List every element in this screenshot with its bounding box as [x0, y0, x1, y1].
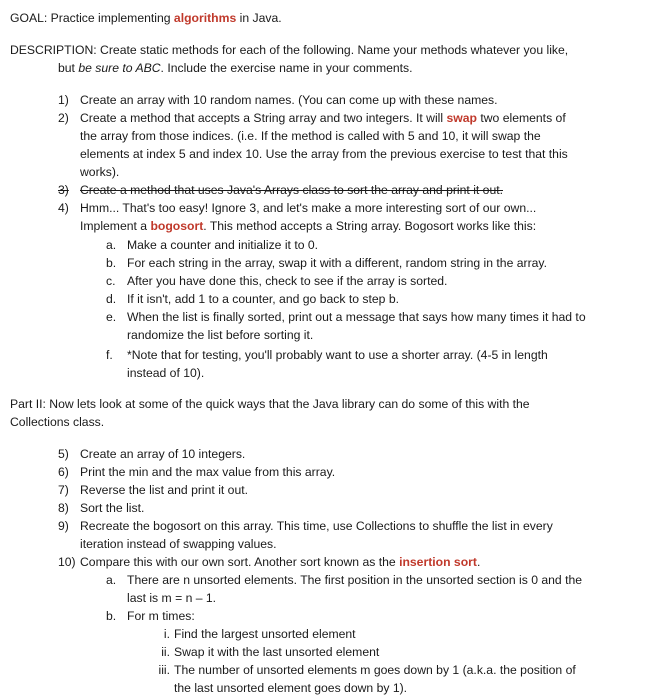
description-line-2	[58, 59, 413, 77]
list-item-text: Reverse the list and print it out.	[80, 483, 249, 497]
sub-item-letter: b.	[106, 609, 117, 623]
item2-l1-suffix: two elements of	[476, 111, 566, 125]
list-item-text: works).	[80, 165, 120, 179]
sub-item-text: instead of 10).	[127, 366, 205, 380]
sub-item-letter: d.	[106, 292, 117, 306]
list-item-number: 7)	[58, 483, 69, 497]
item4-l2-prefix: Implement a	[80, 219, 151, 233]
item10-insertion-sort-highlight: insertion sort	[399, 555, 477, 569]
list-item-number: 10)	[58, 555, 76, 569]
sub-item-letter: f.	[106, 348, 113, 362]
sub-item-text: If it isn't, add 1 to a counter, and go back to step b.	[127, 292, 399, 306]
sub-item-text: After you have done this, check to see if the array is sorted.	[127, 274, 448, 288]
list-item-number: 2)	[58, 111, 69, 125]
sub-item-letter: a.	[106, 573, 117, 587]
item4-bogosort-highlight: bogosort	[150, 219, 204, 233]
roman-numeral: i.	[163, 627, 170, 641]
list-item-number: 4)	[58, 201, 69, 215]
goal-line	[10, 9, 282, 27]
sub-item-text: last is m = n – 1.	[127, 591, 217, 605]
sub-item-letter: c.	[106, 274, 116, 288]
sub-item-text: When the list is finally sorted, print out a message that says how many times it had to	[127, 310, 586, 324]
list-item-text	[80, 553, 480, 571]
sub-item-text: *Note that for testing, you'll probably want to use a shorter array. (4-5 in length	[127, 348, 548, 362]
list-item-text: Create an array with 10 random names. (You can come up with these names.	[80, 93, 498, 107]
list-item-text: Recreate the bogosort on this array. This time, use Collections to shuffle the list in every	[80, 519, 553, 533]
goal-highlight: algorithms	[173, 11, 237, 25]
list-item-number: 3)	[58, 183, 69, 197]
sub-item-text: randomize the list before sorting it.	[127, 328, 314, 342]
goal-suffix: in Java.	[236, 11, 282, 25]
sub-item-letter: b.	[106, 256, 117, 270]
description-l2-emphasis: be sure to ABC	[78, 61, 161, 75]
list-item-number: 5)	[58, 447, 69, 461]
list-item-text	[80, 109, 566, 127]
sub-item-letter: e.	[106, 310, 117, 324]
item10-suffix: .	[476, 555, 481, 569]
part2-heading-line-2: Collections class.	[10, 415, 105, 429]
list-item-number: 9)	[58, 519, 69, 533]
item4-l2-suffix: . This method accepts a String array. Bogosort works like this:	[203, 219, 537, 233]
roman-numeral: ii.	[161, 645, 170, 659]
list-item-number: 1)	[58, 93, 69, 107]
list-item-text: elements at index 5 and index 10. Use the array from the previous exercise to test that this	[80, 147, 568, 161]
list-item-text	[80, 217, 536, 235]
sub-sub-item-text: The number of unsorted elements m goes down by 1 (a.k.a. the position of	[174, 663, 576, 677]
item2-l1-prefix: Create a method that accepts a String array and two integers. It will	[80, 111, 447, 125]
list-item-text: Print the min and the max value from this array.	[80, 465, 336, 479]
list-item-text: iteration instead of swapping values.	[80, 537, 277, 551]
description-line-1: DESCRIPTION: Create static methods for each of the following. Name your methods whatever you like,	[10, 43, 569, 57]
list-item-text-struck: Create a method that uses Java's Arrays class to sort the array and print it out.	[80, 183, 503, 197]
sub-item-letter: a.	[106, 238, 117, 252]
list-item-text: the array from those indices. (i.e. If the method is called with 5 and 10, it will swap the	[80, 129, 541, 143]
list-item-number: 6)	[58, 465, 69, 479]
sub-item-text: Make a counter and initialize it to 0.	[127, 238, 319, 252]
sub-sub-item-text: the last unsorted element goes down by 1).	[174, 681, 408, 695]
sub-item-text: For m times:	[127, 609, 195, 623]
list-item-text: Create an array of 10 integers.	[80, 447, 246, 461]
sub-sub-item-text: Find the largest unsorted element	[174, 627, 356, 641]
item10-prefix: Compare this with our own sort. Another sort known as the	[80, 555, 400, 569]
description-l2-suffix: . Include the exercise name in your comments.	[160, 61, 413, 75]
goal-prefix: GOAL: Practice implementing	[10, 11, 174, 25]
sub-item-text: For each string in the array, swap it with a different, random string in the array.	[127, 256, 547, 270]
list-item-text: Hmm... That's too easy! Ignore 3, and let's make a more interesting sort of our own...	[80, 201, 537, 215]
sub-sub-item-text: Swap it with the last unsorted element	[174, 645, 380, 659]
item2-swap-highlight: swap	[446, 111, 477, 125]
list-item-text: Sort the list.	[80, 501, 145, 515]
description-l2-prefix: but	[58, 61, 79, 75]
list-item-number: 8)	[58, 501, 69, 515]
sub-item-text: There are n unsorted elements. The first position in the unsorted section is 0 and the	[127, 573, 583, 587]
part2-heading-line-1: Part II: Now lets look at some of the quick ways that the Java library can do some of this with the	[10, 397, 530, 411]
roman-numeral: iii.	[158, 663, 170, 677]
